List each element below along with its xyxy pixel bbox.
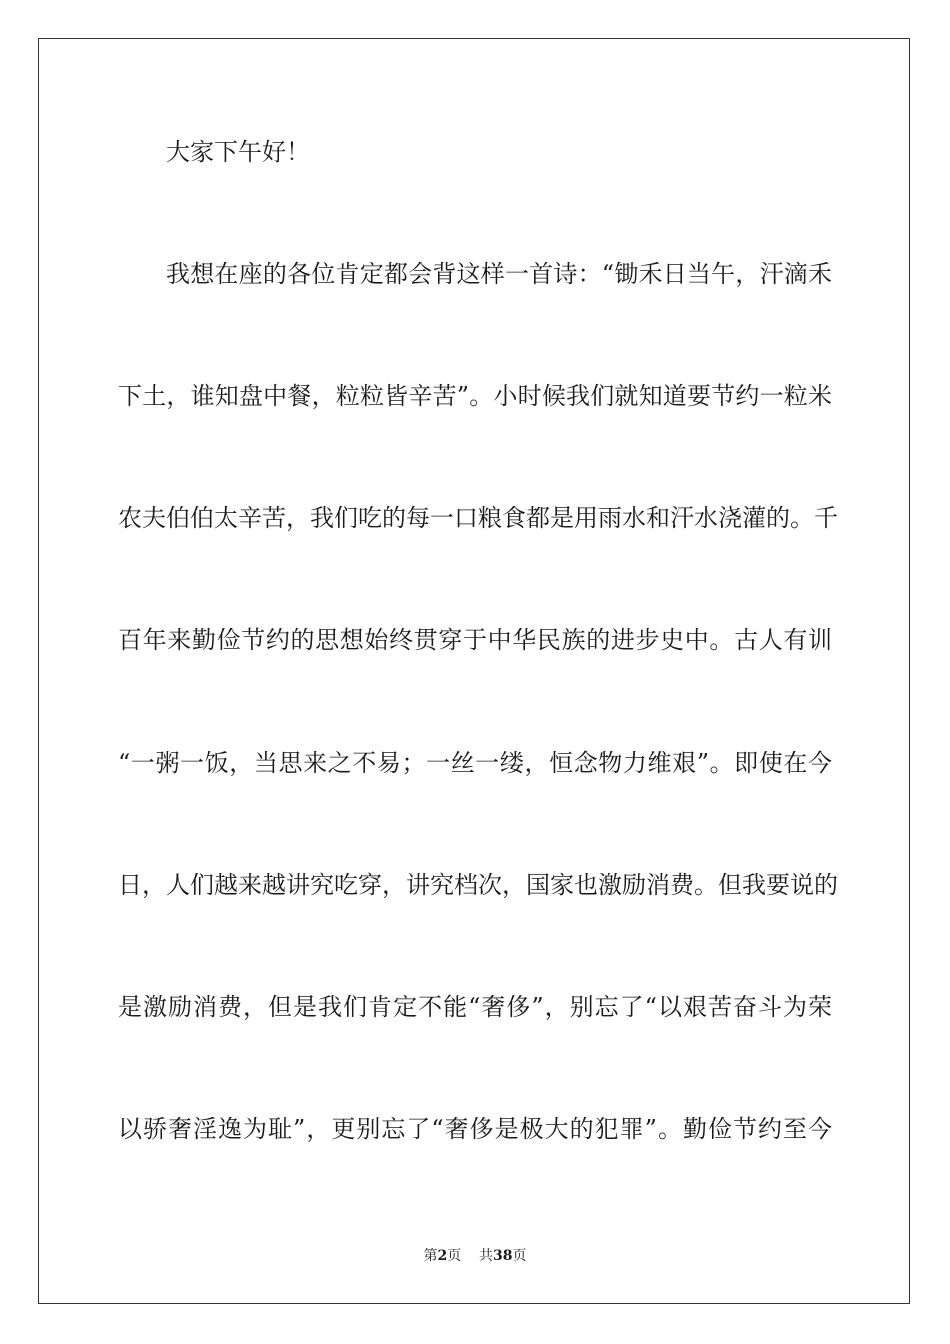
paragraph-line-2: 下土，谁知盘中餐，粒粒皆辛苦”。小时候我们就知道要节约一粒米 [118,382,832,410]
paragraph-line-4: 百年来勤俭节约的思想始终贯穿于中华民族的进步史中。古人有训 [118,626,832,654]
paragraph-line-8: 以骄奢淫逸为耻”，更别忘了“奢侈是极大的犯罪”。勤俭节约至今 [118,1115,832,1143]
paragraph-line-7: 是激励消费，但是我们肯定不能“奢侈”，别忘了“以艰苦奋斗为荣 [118,993,832,1021]
paragraph-line-5: “一粥一饭，当思来之不易；一丝一缕，恒念物力维艰”。即使在今 [118,749,832,777]
paragraph-line-1: 我想在座的各位肯定都会背这样一首诗：“锄禾日当午，汗滴禾 [166,260,832,288]
page-prefix: 第 [423,1248,438,1264]
total-prefix: 共 [479,1248,494,1264]
paragraph-line-3: 农夫伯伯太辛苦，我们吃的每一口粮食都是用雨水和汗水浇灌的。千 [118,504,838,532]
total-pages: 38 [493,1248,513,1264]
page-suffix: 页 [447,1248,462,1264]
greeting-line: 大家下午好！ [166,138,310,166]
page-footer [0,1247,950,1265]
total-suffix: 页 [512,1248,527,1264]
page-number: 2 [437,1248,448,1264]
paragraph-line-6: 日，人们越来越讲究吃穿，讲究档次，国家也激励消费。但我要说的 [118,871,838,899]
